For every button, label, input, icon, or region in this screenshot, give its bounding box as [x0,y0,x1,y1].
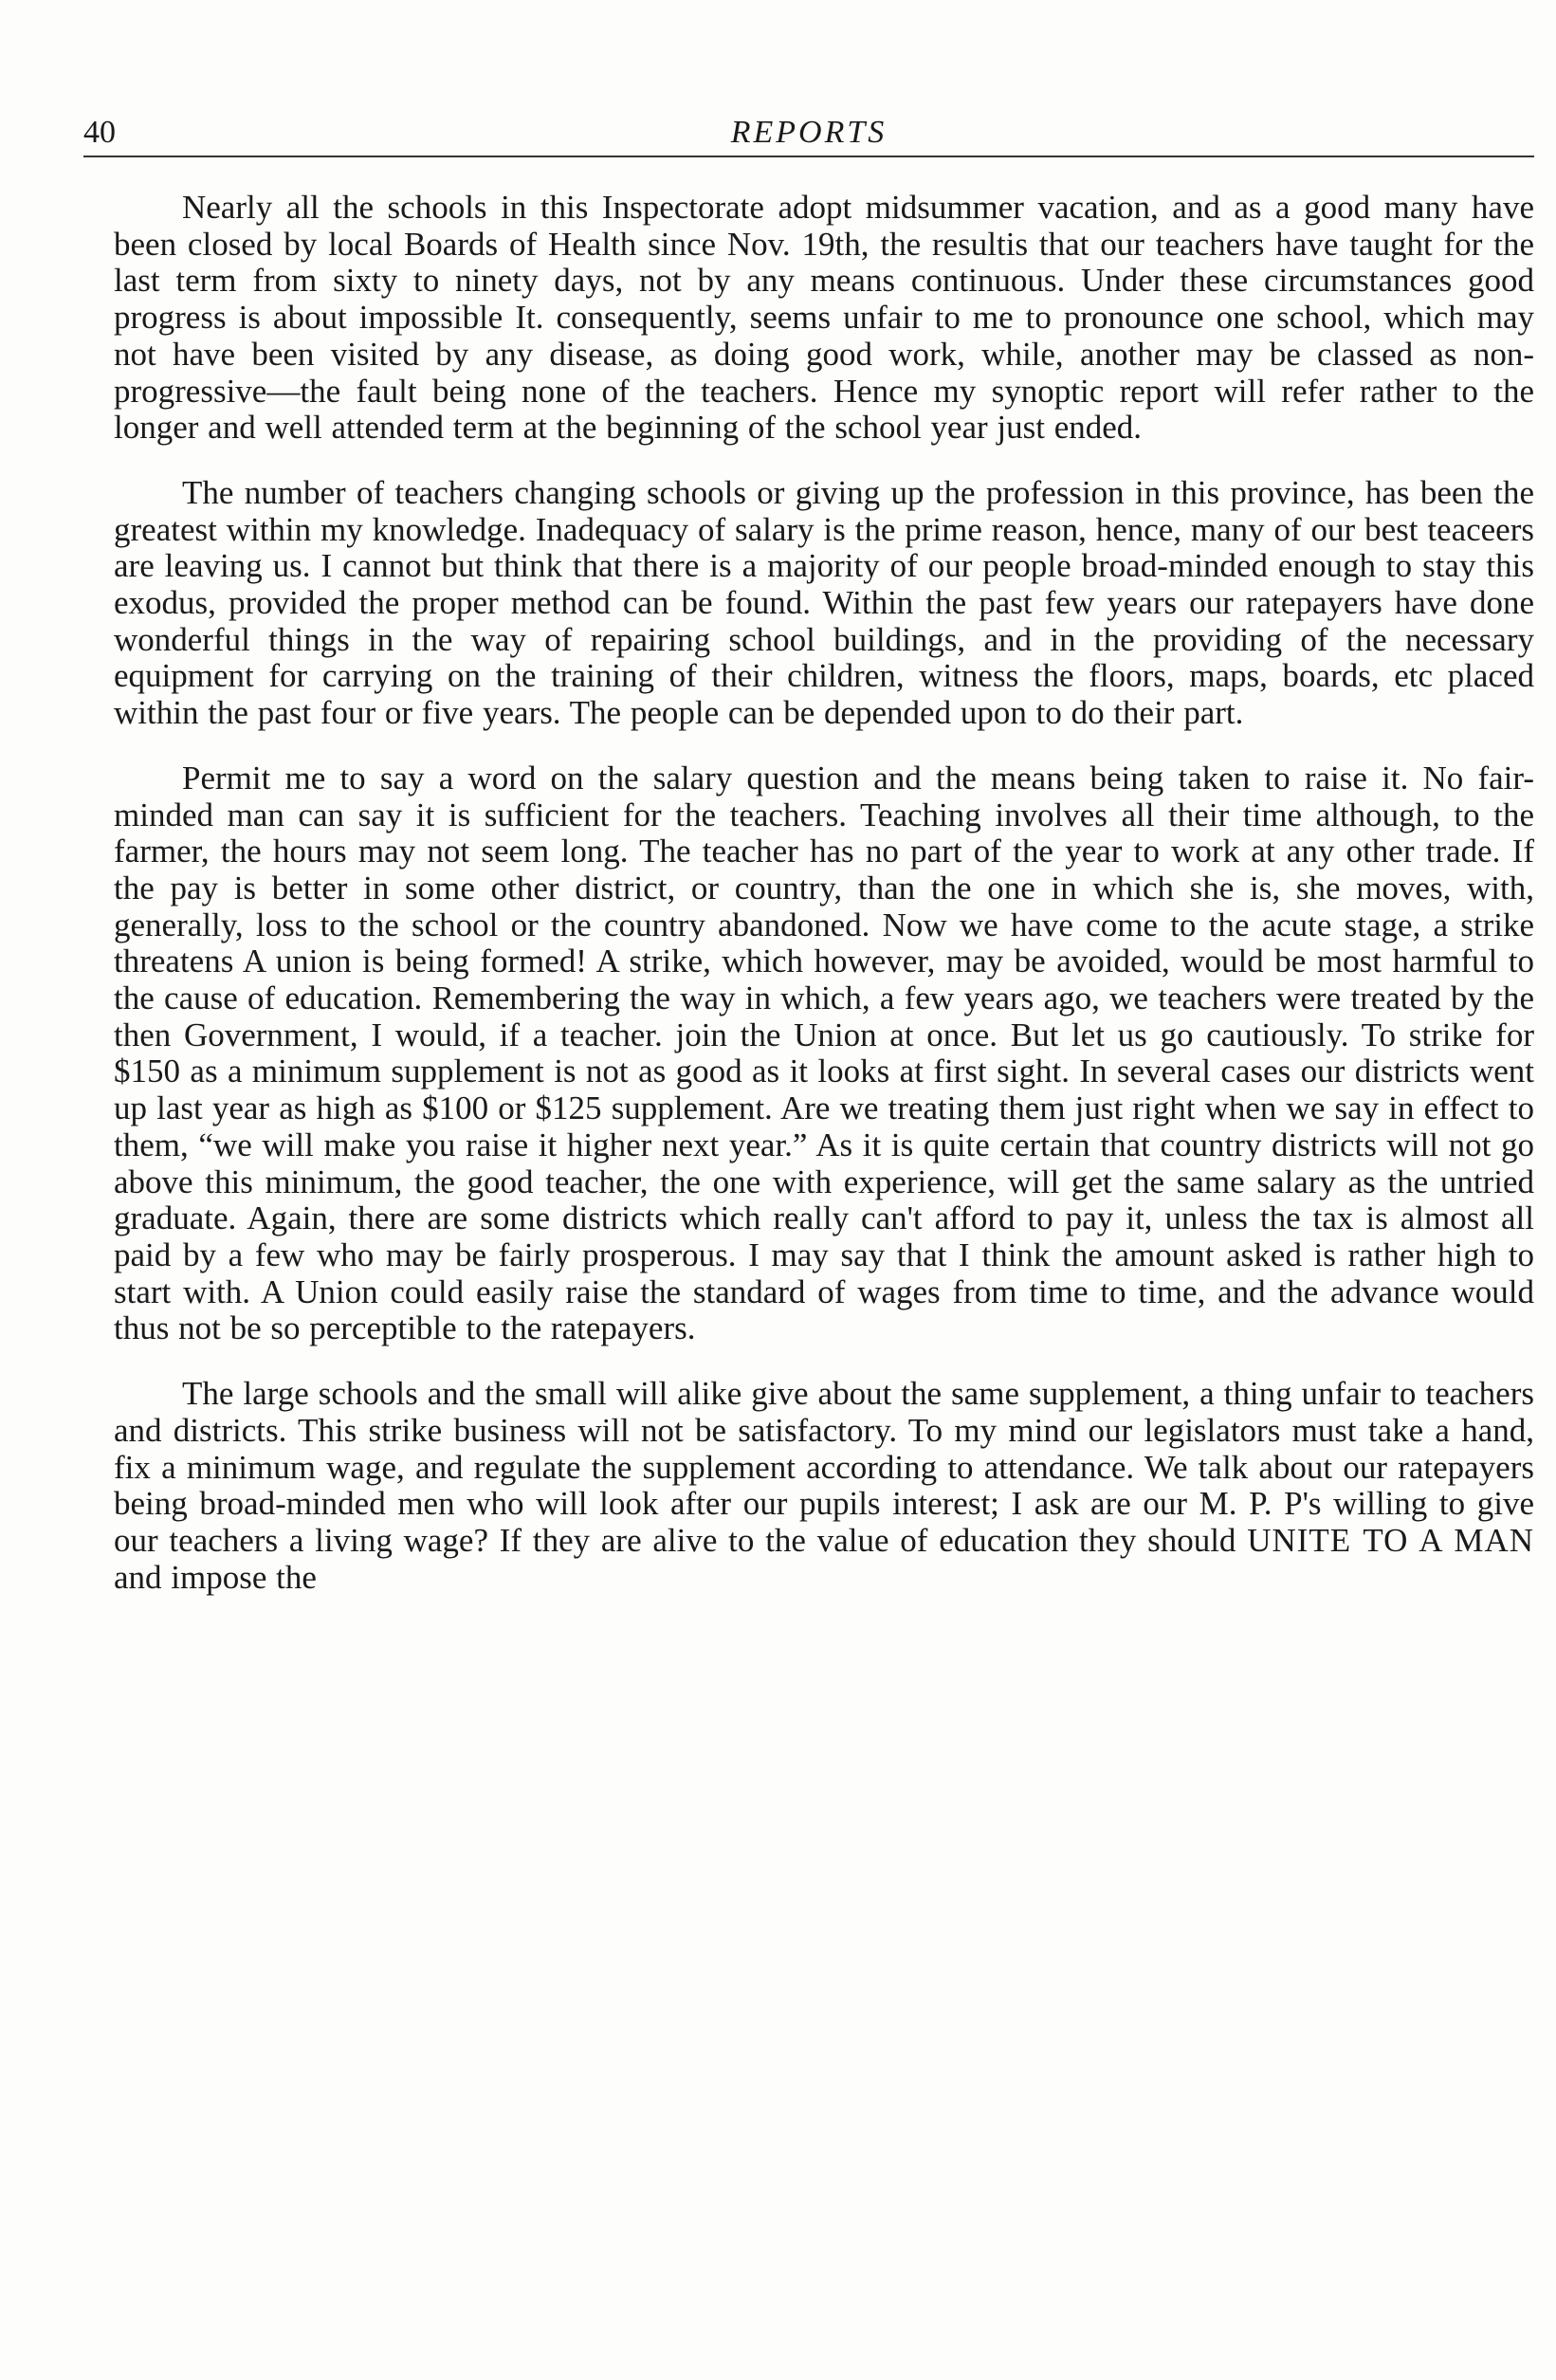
emphasis-text: UNITE TO A MAN [1247,1521,1534,1559]
page-number: 40 [83,115,116,150]
paragraph-salary-question: Permit me to say a word on the salary question and the means being taken to raise it. No fair-minded man can say it is sufficient for the teachers. Teaching involves all their time although, to the farmer, the hours may not seem long. The teacher has no part of the year to work at any other trade. If the pay is better in some other district, or country, than the one in which she is, she moves, with, generally, loss to the school or the country abandoned. Now we have come to the acute stage, a strike threatens A union is being formed! A strike, which however, may be avoided, would be most harmful to the cause of education. Remembering the way in which, a few years ago, we teachers were treated by the then Government, I would, if a teacher. join the Union at once. But let us go cautiously. To strike for $150 as a minimum supplement is not as good as it looks at first sight. In several cases our districts went up last year as high as $100 or $125 supplement. Are we treating them just right when we say in effect to them, “we will make you raise it higher next year.” As it is quite certain that country districts will not go above this minimum, the good teacher, the one with experience, will get the same salary as the untried graduate. Again, there are some districts which really can't afford to pay it, unless the tax is almost all paid by a few who may be fairly prosperous. I may say that I think the amount asked is rather high to start with. A Union could easily raise the standard of wages from time to time, and the advance would thus not be so perceptible to the ratepayers. [114,759,1534,1347]
paragraph-teachers-changing: The number of teachers changing schools or giving up the profession in this province, has been the greatest within my knowledge. Inadequacy of salary is the prime reason, hence, many of our best teaceers are leaving us. I cannot but think that there is a majority of our people broad-minded enough to stay this exodus, provided the proper method can be found. Within the past few years our ratepayers have done wonderful things in the way of repairing school buildings, and in the providing of the necessary equipment for carrying on the training of their children, witness the floors, maps, boards, etc placed within the past four or five years. The people can be depended upon to do their part. [114,473,1534,732]
running-head: REPORTS [730,115,888,150]
paragraph-supplement [114,1376,1534,1596]
paragraph-supplement-text: The large schools and the small will alike give about the same supplement, a thing unfair to teachers and districts. This strike business will not be satisfactory. To my mind our legislators must take a hand, fix a minimum wage, and regulate the supplement according to attendance. We talk about our ratepayers being broad-minded men who will look after our pupils interest; I ask are our M. P. P's willing to give our teachers a living wage? If they are alive to the value of education they should [114,1375,1534,1559]
header-rule [83,156,1534,157]
paragraph-supplement-tail: and impose the [114,1558,317,1596]
paragraph-vacation: Nearly all the schools in this Inspectorate adopt midsummer vacation, and as a good many have been closed by local Boards of Health since Nov. 19th, the resultis that our teachers have taught for the last term from sixty to ninety days, not by any means continuous. Under these circumstances good progress is about impossible It. consequently, seems unfair to me to pronounce one school, which may not have been visited by any disease, as doing good work, while, another may be classed as non-progressive—the fault being none of the teachers. Hence my synoptic report will refer rather to the longer and well attended term at the beginning of the school year just ended. [114,189,1534,447]
page-header [83,112,1534,159]
body-text [114,190,1534,1596]
